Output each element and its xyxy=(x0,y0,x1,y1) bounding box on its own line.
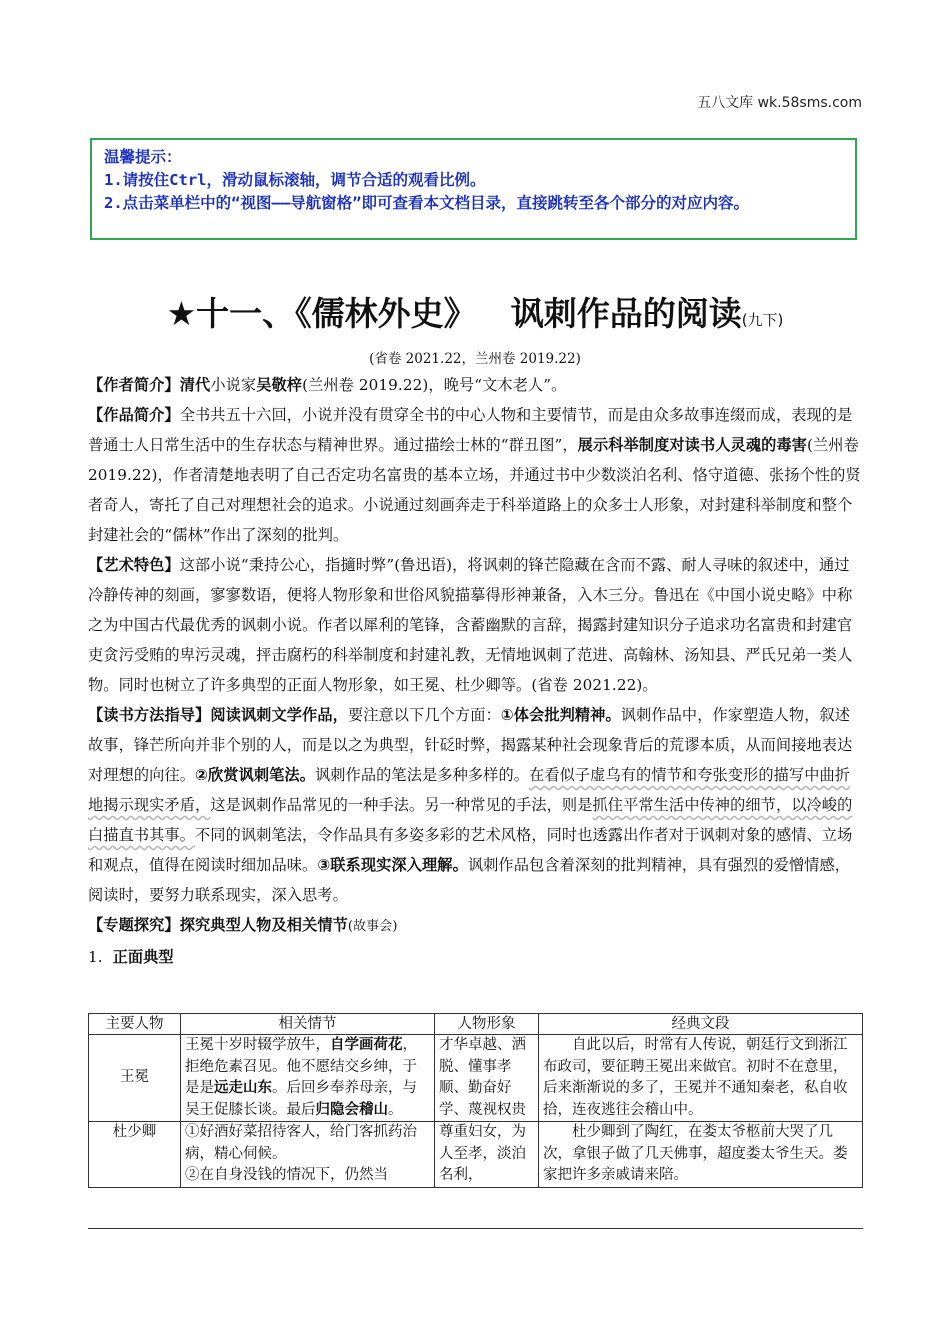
wavy-underline-1: 在看似子虚乌有的情节和夸张变形的描写中曲折地揭示现实矛盾， xyxy=(88,766,851,814)
title-main-b: 讽刺作品的阅读 xyxy=(510,294,742,333)
art-label: 【艺术特色】 xyxy=(88,556,180,574)
section-1-heading: 1. 正面典型 xyxy=(88,948,174,966)
method-label: 【读书方法指导】 xyxy=(88,706,211,724)
topic-paragraph: 【专题探究】探究典型人物及相关情节(故事会) xyxy=(88,916,398,934)
topic-label: 【专题探究】 xyxy=(88,916,180,934)
tip-title: 温馨提示： xyxy=(104,148,182,166)
wavy-underline-2: 抓住平常生活中传神的细节，以冷峻的白描直书其事。 xyxy=(88,796,853,844)
method-paragraph: 【读书方法指导】阅读讽刺文学作品，要注意以下几个方面：①体会批判精神。讽刺作品中，作家塑造人物，叙述故事，锋芒所向并非个别的人，而是以之为典型，针砭时弊，揭露某种社会现象背后的荒谬本质，从而间接地表达对理想的向往。②欣赏讽刺笔法。讽刺作品的笔法是多种多样的。在看似子虚乌有的情节和夸张变形的描写中曲折地揭示现实矛盾，这是讽刺作品常见的一种手法。另一种常见的手法，则是抓住平常生活中传神的细节，以冷峻的白描直书其事。不同的讽刺笔法，令作品具有多姿多彩的艺术风格，同时也透露出作者对于讽刺对象的感情、立场和观点，值得在阅读时细加品味。③联系现实深入理解。讽刺作品包含着深刻的批判精神，具有强烈的爱憎情感，阅读时，要努力联系现实，深入思考。 xyxy=(88,706,853,904)
plot-cell: 王冕十岁时辍学放牛，自学画荷花，拒绝危素召见。他不愿结交乡绅，于是是远走山东。后回乡奉养母亲，与吴王促膝长谈。最后归隐会稽山。 xyxy=(181,1035,435,1122)
footer-rule xyxy=(88,1228,863,1229)
quote-cell: 杜少卿到了陶红，在娄太爷柩前大哭了几次，拿银子做了几天佛事，超度娄太爷生天。娄家把许多亲戚请来陪。 xyxy=(539,1122,863,1188)
tip-line-2: 2.点击菜单栏中的“视图——导航窗格”即可查看本文档目录，直接跳转至各个部分的对应内容。 xyxy=(104,194,749,212)
character-name: 杜少卿 xyxy=(89,1122,181,1188)
table-header: 相关情节 xyxy=(181,1014,435,1035)
work-label: 【作品简介】 xyxy=(88,406,180,424)
image-cell: 尊重妇女，为人至孝，淡泊名利， xyxy=(435,1122,539,1188)
table-row xyxy=(89,1122,863,1188)
tip-line-1: 1.请按住Ctrl，滑动鼠标滚轴，调节合适的观看比例。 xyxy=(104,171,486,189)
characters-table xyxy=(88,1013,863,1188)
exam-source: (省卷 2021.22，兰州卷 2019.22) xyxy=(369,351,581,367)
table-header: 主要人物 xyxy=(89,1014,181,1035)
image-cell: 才华卓越、洒脱、懂事孝顺、勤奋好学、蔑视权贵 xyxy=(435,1035,539,1122)
author-label: 【作者简介】 xyxy=(88,376,180,394)
art-paragraph: 【艺术特色】这部小说“秉持公心，指擿时弊”(鲁迅语)，将讽刺的锋芒隐藏在含而不露、耐人寻味的叙述中，通过冷静传神的刻画，寥寥数语，便将人物形象和世俗风貌描摹得形神兼备，入木三分。鲁迅在《中国小说史略》中称之为中国古代最优秀的讽刺小说。作者以犀利的笔锋，含蓄幽默的言辞，揭露封建知识分子追求功名富贵和封建官吏贪污受贿的卑污灵魂，抨击腐朽的科举制度和封建礼教，无情地讽刺了范进、高翰林、汤知县、严氏兄弟一类人物。同时也树立了许多典型的正面人物形象，如王冕、杜少卿等。(省卷 2021.22)。 xyxy=(88,556,853,694)
title-main-a: ★十一、《儒林外史》 xyxy=(166,294,477,333)
character-name: 王冕 xyxy=(89,1035,181,1122)
body-text xyxy=(88,370,862,972)
table-row xyxy=(89,1035,863,1122)
table-header: 经典文段 xyxy=(539,1014,863,1035)
table-header-row xyxy=(89,1014,863,1035)
plot-cell: ①好酒好菜招待客人，给门客抓药治病，精心伺候。 ②在自身没钱的情况下，仍然当 xyxy=(181,1122,435,1188)
tip-box xyxy=(90,138,857,240)
site-watermark: 五八文库 wk.58sms.com xyxy=(697,95,862,111)
work-paragraph: 【作品简介】全书共五十六回，小说并没有贯穿全书的中心人物和主要情节，而是由众多故事连缀而成，表现的是普通士人日常生活中的生存状态与精神世界。通过描绘士林的“群丑图”，展示科举制度对读书人灵魂的毒害(兰州卷 2019.22)，作者清楚地表明了自己否定功名富贵的基本立场，并通过书中少数淡泊名利、恪守道德、张扬个性的贤者奇人，寄托了自己对理想社会的追求。小说通过刻画奔走于科举道路上的众多士人形象，对封建科举制度和整个封建社会的“儒林”作出了深刻的批判。 xyxy=(88,406,861,544)
quote-cell: 自此以后，时常有人传说，朝廷行文到浙江布政司，要征聘王冕出来做官。初时不在意里，后来渐渐说的多了，王冕并不通知秦老，私自收拾，连夜逃往会稽山中。 xyxy=(539,1035,863,1122)
author-paragraph: 【作者简介】清代小说家吴敬梓(兰州卷 2019.22)，晚号“文木老人”。 xyxy=(88,376,567,394)
table-header: 人物形象 xyxy=(435,1014,539,1035)
title-sub: (九下) xyxy=(741,311,784,329)
page-title xyxy=(0,288,950,335)
